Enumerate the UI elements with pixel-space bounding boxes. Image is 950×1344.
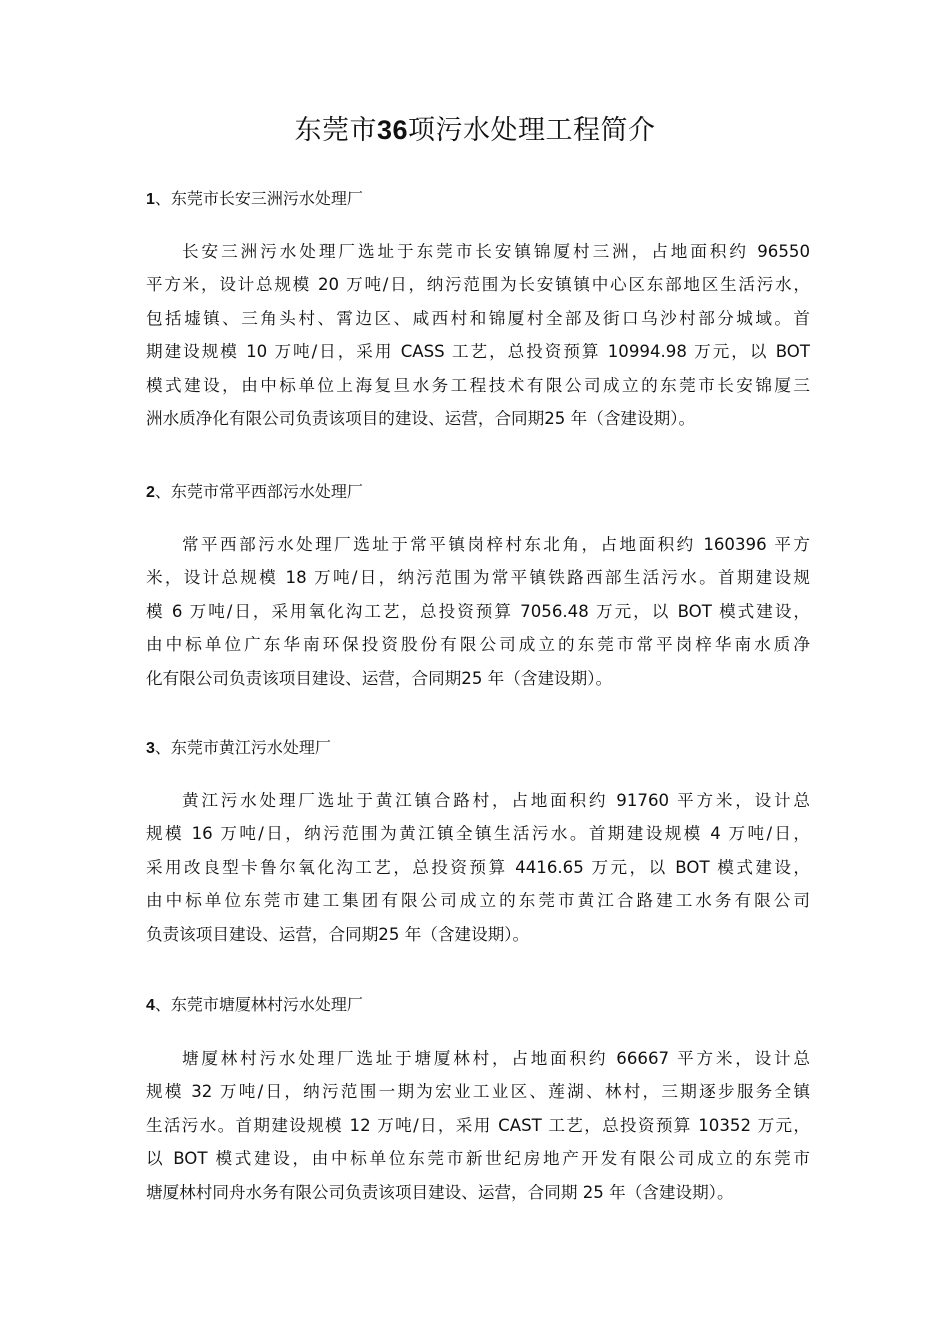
title-suffix: 项污水处理工程简介 xyxy=(408,115,656,146)
section-title: 、东莞市塘厦林村污水处理厂 xyxy=(154,995,363,1014)
paragraph-line: 模 6 万吨/日，采用氧化沟工艺，总投资预算 7056.48 万元，以 BOT 模式建设， xyxy=(146,601,810,621)
section-number: 3 xyxy=(146,740,155,757)
paragraph-line: 负责该项目建设、运营，合同期25 年（含建设期）。 xyxy=(146,924,530,944)
section-paragraph-1 xyxy=(146,235,810,435)
title-number: 36 xyxy=(376,115,409,145)
paragraph-line: 采用改良型卡鲁尔氧化沟工艺，总投资预算 4416.65 万元，以 BOT 模式建设， xyxy=(146,857,810,877)
section-heading-4 xyxy=(146,993,363,1018)
paragraph-line: 米，设计总规模 18 万吨/日，纳污范围为常平镇铁路西部生活污水。首期建设规 xyxy=(146,568,810,588)
paragraph-line: 化有限公司负责该项目建设、运营，合同期25 年（含建设期）。 xyxy=(146,668,613,688)
section-title: 、东莞市常平西部污水处理厂 xyxy=(154,482,363,501)
paragraph-line: 以 BOT 模式建设，由中标单位东莞市新世纪房地产开发有限公司成立的东莞市 xyxy=(146,1149,810,1169)
paragraph-line: 平方米，设计总规模 20 万吨/日，纳污范围为长安镇镇中心区东部地区生活污水， xyxy=(146,275,810,295)
paragraph-line: 模式建设，由中标单位上海复旦水务工程技术有限公司成立的东莞市长安锦厦三 xyxy=(146,375,810,395)
section-title: 、东莞市长安三洲污水处理厂 xyxy=(154,189,363,208)
section-number: 1 xyxy=(146,191,155,208)
paragraph-line: 洲水质净化有限公司负责该项目的建设、运营，合同期25 年（含建设期）。 xyxy=(146,408,696,428)
page-title xyxy=(0,112,950,149)
title-prefix: 东莞市 xyxy=(294,115,377,146)
section-paragraph-3 xyxy=(146,784,810,951)
paragraph-line: 规模 32 万吨/日，纳污范围一期为宏业工业区、莲湖、林村，三期逐步服务全镇 xyxy=(146,1082,810,1102)
paragraph-line: 常平西部污水处理厂选址于常平镇岗梓村东北角，占地面积约 160396 平方 xyxy=(182,535,810,554)
paragraph-line: 包括墟镇、三角头村、霄边区、咸西村和锦厦村全部及街口乌沙村部分城域。首 xyxy=(146,308,810,328)
section-heading-2 xyxy=(146,480,363,505)
section-number: 4 xyxy=(146,997,155,1014)
paragraph-line: 塘厦林村污水处理厂选址于塘厦林村，占地面积约 66667 平方米，设计总 xyxy=(182,1049,810,1068)
paragraph-line: 长安三洲污水处理厂选址于东莞市长安镇锦厦村三洲，占地面积约 96550 xyxy=(182,242,810,261)
paragraph-line: 由中标单位东莞市建工集团有限公司成立的东莞市黄江合路建工水务有限公司 xyxy=(146,891,810,911)
section-paragraph-4 xyxy=(146,1042,810,1209)
paragraph-line: 塘厦林村同舟水务有限公司负责该项目建设、运营，合同期 25 年（含建设期）。 xyxy=(146,1182,734,1202)
section-number: 2 xyxy=(146,484,155,501)
section-title: 、东莞市黄江污水处理厂 xyxy=(154,738,331,757)
paragraph-line: 由中标单位广东华南环保投资股份有限公司成立的东莞市常平岗梓华南水质净 xyxy=(146,635,810,655)
section-heading-1 xyxy=(146,187,363,212)
paragraph-line: 规模 16 万吨/日，纳污范围为黄江镇全镇生活污水。首期建设规模 4 万吨/日， xyxy=(146,824,810,844)
section-paragraph-2 xyxy=(146,528,810,695)
paragraph-line: 期建设规模 10 万吨/日，采用 CASS 工艺，总投资预算 10994.98 万元，以 BOT xyxy=(146,342,810,362)
paragraph-line: 黄江污水处理厂选址于黄江镇合路村，占地面积约 91760 平方米，设计总 xyxy=(182,791,810,810)
section-heading-3 xyxy=(146,736,331,761)
paragraph-line: 生活污水。首期建设规模 12 万吨/日，采用 CAST 工艺，总投资预算 10352 万元， xyxy=(146,1115,810,1135)
